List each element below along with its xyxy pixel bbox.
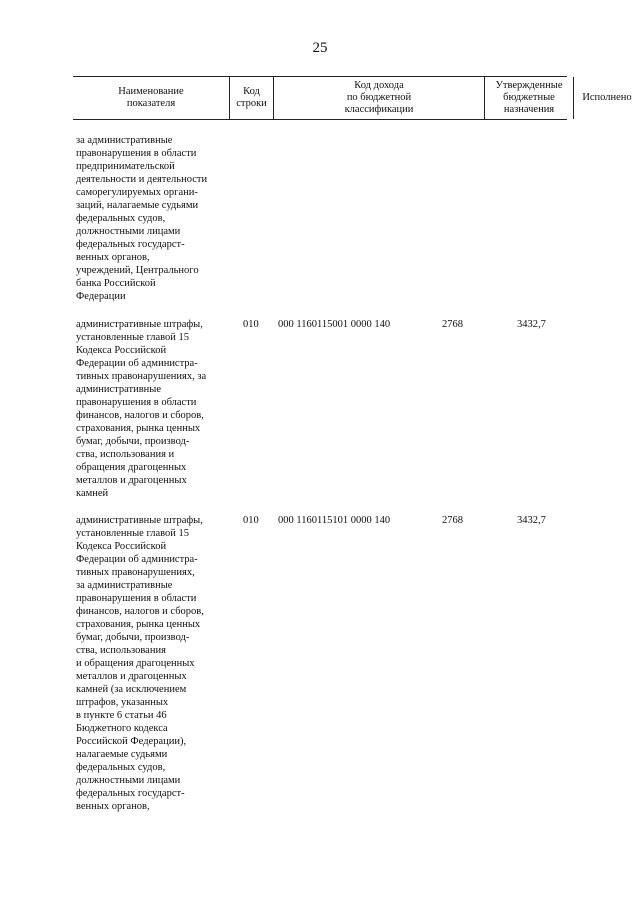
header-row-code: Код строки [230, 77, 274, 119]
row-0-name: за административные правонарушения в области предпринимательской деятельности и деятельности саморегулируемых органи- заций, налагаемые судьями федеральных судов, должностными лицами федеральных государст- венных органов, учреждений, Центрального банка Российской Федерации [76, 135, 208, 302]
row-1-code: 010 [243, 319, 259, 330]
page-number: 25 [312, 40, 328, 56]
row-1-income-code: 000 1160115001 0000 140 [278, 319, 391, 330]
header-income-code: Код дохода по бюджетной классификации [274, 77, 485, 119]
header-approved: Утвержденные бюджетные назначения [485, 77, 574, 119]
row-2-code: 010 [243, 515, 259, 526]
header-executed: Исполнено [582, 92, 632, 103]
row-1-approved: 2768 [442, 319, 463, 330]
row-2-income-code: 000 1160115101 0000 140 [278, 515, 391, 526]
header-name: Наименование показателя [73, 77, 230, 119]
row-1-executed: 3432,7 [517, 319, 546, 330]
row-2-executed: 3432,7 [517, 515, 546, 526]
row-1-name: административные штрафы, установленные главой 15 Кодекса Российской Федерации об администра- тивных правонарушениях, за административные правонарушения в области финансов, налогов и сборов, страхования, рынка ценных бумаг, добычи, производ- ства, использования и обращения драгоценных металлов и драгоценных камней [76, 319, 207, 499]
row-2-name: административные штрафы, установленные главой 15 Кодекса Российской Федерации об администра- тивных правонарушениях, за административные правонарушения в области финансов, налогов и сборов, страхования, рынка ценных бумаг, добычи, производ- ства, использования и обращения драгоценных металлов и драгоценных камней (за исключением штрафов, указанных в пункте 6 статьи 46 Бюджетного кодекса Российской Федерации), налагаемые судьями федеральных судов, должностными лицами федеральных государст- венных органов, [76, 515, 204, 812]
row-2-approved: 2768 [442, 515, 463, 526]
table-header [73, 76, 632, 120]
